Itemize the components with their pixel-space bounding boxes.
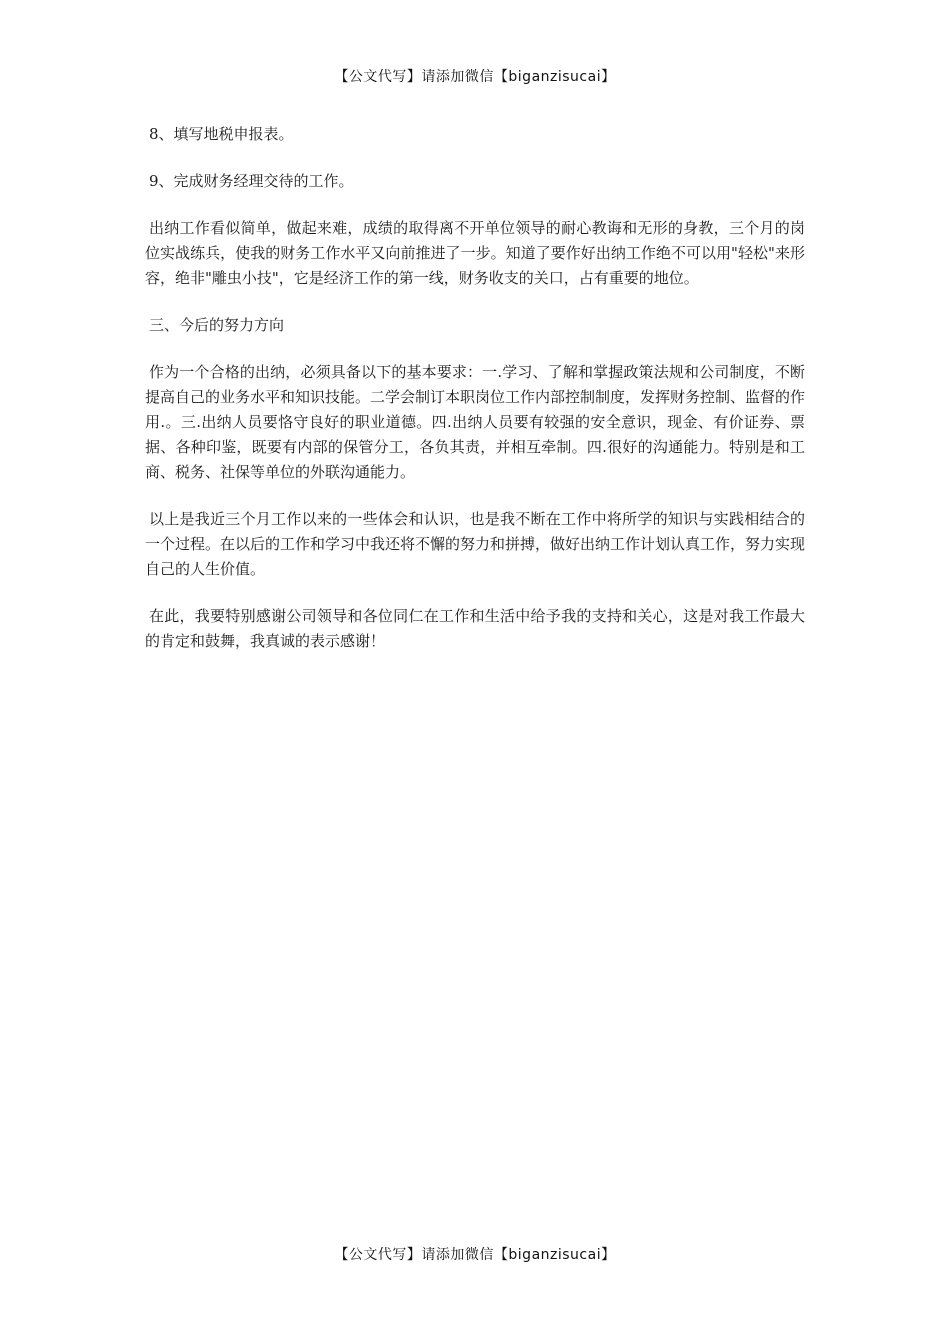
- document-body: [145, 122, 805, 676]
- section-heading-future-direction: 三、今后的努力方向: [149, 316, 285, 334]
- paragraph-requirements: 作为一个合格的出纳，必须具备以下的基本要求：一.学习、了解和掌握政策法规和公司制度，不断提高自己的业务水平和知识技能。二学会制订本职岗位工作内部控制制度，发挥财务控制、监督的作用.。三.出纳人员要恪守良好的职业道德。四.出纳人员要有较强的安全意识，现金、有价证券、票据、各种印鉴，既要有内部的保管分工，各负其责，并相互牵制。四.很好的沟通能力。特别是和工商、税务、社保等单位的外联沟通能力。: [145, 363, 806, 481]
- list-item-9: 9、完成财务经理交待的工作。: [149, 172, 354, 190]
- page-header: 【公文代写】请添加微信【biganzisucai】: [334, 69, 616, 85]
- list-item-8: 8、填写地税申报表。: [149, 125, 294, 143]
- page-footer: 【公文代写】请添加微信【biganzisucai】: [334, 1247, 616, 1263]
- paragraph-cashier-work: 出纳工作看似简单，做起来难，成绩的取得离不开单位领导的耐心教诲和无形的身教，三个月的岗位实战练兵，使我的财务工作水平又向前推进了一步。知道了要作好出纳工作绝不可以用"轻松"来形容，绝非"雕虫小技"，它是经济工作的第一线，财务收支的关口，占有重要的地位。: [145, 219, 805, 287]
- paragraph-experience: 以上是我近三个月工作以来的一些体会和认识，也是我不断在工作中将所学的知识与实践相结合的一个过程。在以后的工作和学习中我还将不懈的努力和拼搏，做好出纳工作计划认真工作，努力实现自己的人生价值。: [145, 510, 806, 578]
- paragraph-thanks: 在此，我要特别感谢公司领导和各位同仁在工作和生活中给予我的支持和关心，这是对我工作最大的肯定和鼓舞，我真诚的表示感谢！: [145, 607, 805, 650]
